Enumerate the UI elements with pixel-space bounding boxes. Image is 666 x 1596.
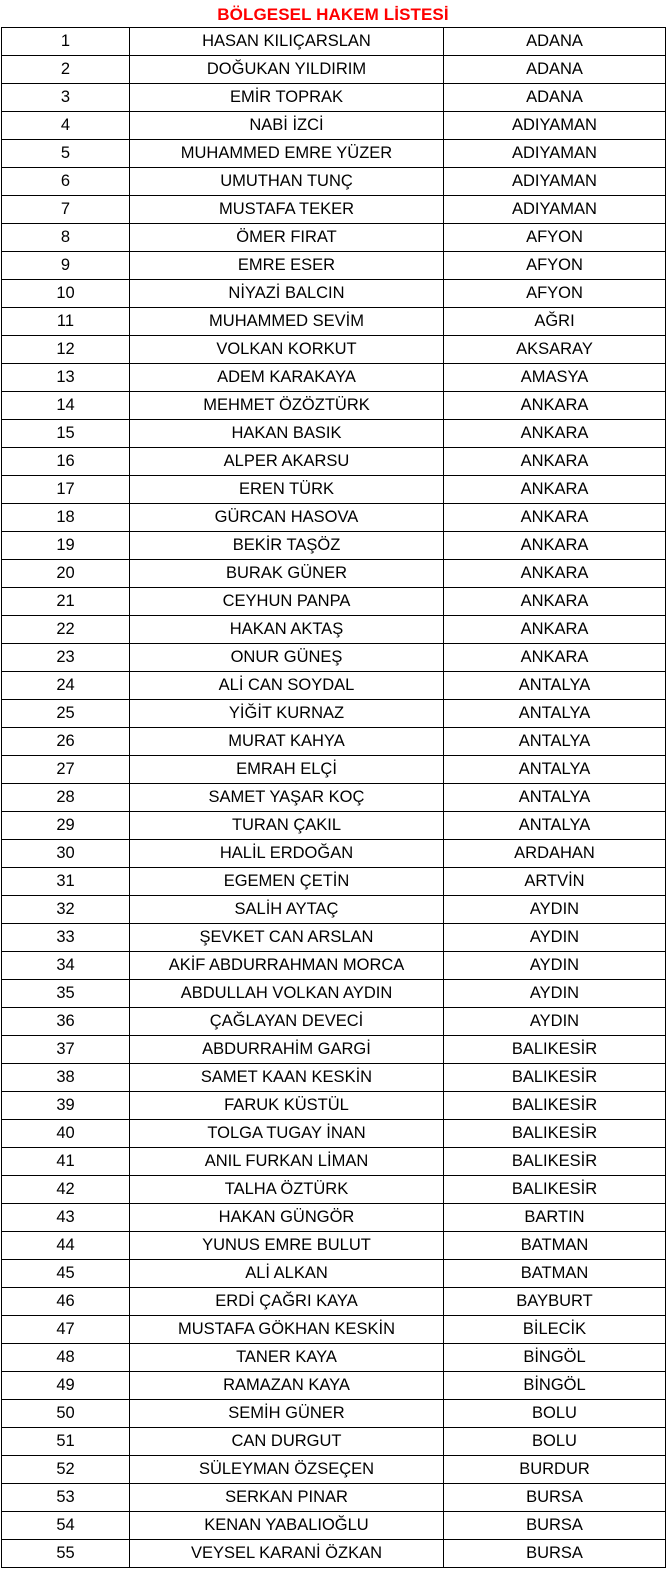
referee-name-cell: MURAT KAHYA bbox=[130, 728, 444, 756]
referee-name-cell: AKİF ABDURRAHMAN MORCA bbox=[130, 952, 444, 980]
table-row bbox=[2, 1512, 666, 1540]
row-number-cell: 42 bbox=[2, 1176, 130, 1204]
table-row bbox=[2, 336, 666, 364]
table-row bbox=[2, 1288, 666, 1316]
referee-name-cell: EREN TÜRK bbox=[130, 476, 444, 504]
row-number-cell: 28 bbox=[2, 784, 130, 812]
referee-name-cell: SAMET KAAN KESKİN bbox=[130, 1064, 444, 1092]
row-number-cell: 45 bbox=[2, 1260, 130, 1288]
referee-name-cell: MUHAMMED EMRE YÜZER bbox=[130, 140, 444, 168]
referee-name-cell: YUNUS EMRE BULUT bbox=[130, 1232, 444, 1260]
city-cell: AMASYA bbox=[444, 364, 666, 392]
table-row bbox=[2, 980, 666, 1008]
table-row bbox=[2, 1232, 666, 1260]
row-number-cell: 15 bbox=[2, 420, 130, 448]
table-row bbox=[2, 1092, 666, 1120]
referee-table-body bbox=[2, 28, 666, 1568]
referee-name-cell: ŞEVKET CAN ARSLAN bbox=[130, 924, 444, 952]
city-cell: ADIYAMAN bbox=[444, 112, 666, 140]
city-cell: ANKARA bbox=[444, 532, 666, 560]
referee-name-cell: ONUR GÜNEŞ bbox=[130, 644, 444, 672]
row-number-cell: 1 bbox=[2, 28, 130, 56]
table-row bbox=[2, 812, 666, 840]
city-cell: BARTIN bbox=[444, 1204, 666, 1232]
city-cell: AFYON bbox=[444, 224, 666, 252]
row-number-cell: 27 bbox=[2, 756, 130, 784]
city-cell: BURDUR bbox=[444, 1456, 666, 1484]
table-row bbox=[2, 1456, 666, 1484]
city-cell: ANKARA bbox=[444, 588, 666, 616]
table-row bbox=[2, 392, 666, 420]
table-row bbox=[2, 28, 666, 56]
referee-name-cell: MUSTAFA GÖKHAN KESKİN bbox=[130, 1316, 444, 1344]
table-row bbox=[2, 112, 666, 140]
row-number-cell: 9 bbox=[2, 252, 130, 280]
referee-name-cell: ÇAĞLAYAN DEVECİ bbox=[130, 1008, 444, 1036]
table-row bbox=[2, 1484, 666, 1512]
referee-name-cell: BURAK GÜNER bbox=[130, 560, 444, 588]
city-cell: BOLU bbox=[444, 1400, 666, 1428]
city-cell: ADANA bbox=[444, 56, 666, 84]
row-number-cell: 40 bbox=[2, 1120, 130, 1148]
city-cell: ANKARA bbox=[444, 616, 666, 644]
table-row bbox=[2, 560, 666, 588]
table-row bbox=[2, 56, 666, 84]
table-row bbox=[2, 840, 666, 868]
row-number-cell: 11 bbox=[2, 308, 130, 336]
row-number-cell: 50 bbox=[2, 1400, 130, 1428]
city-cell: BALIKESİR bbox=[444, 1036, 666, 1064]
table-row bbox=[2, 644, 666, 672]
row-number-cell: 2 bbox=[2, 56, 130, 84]
referee-name-cell: HAKAN GÜNGÖR bbox=[130, 1204, 444, 1232]
table-row bbox=[2, 504, 666, 532]
city-cell: ANTALYA bbox=[444, 784, 666, 812]
city-cell: BALIKESİR bbox=[444, 1176, 666, 1204]
referee-name-cell: ÖMER FIRAT bbox=[130, 224, 444, 252]
referee-name-cell: ADEM KARAKAYA bbox=[130, 364, 444, 392]
table-row bbox=[2, 1400, 666, 1428]
referee-name-cell: GÜRCAN HASOVA bbox=[130, 504, 444, 532]
table-row bbox=[2, 252, 666, 280]
table-row bbox=[2, 1428, 666, 1456]
referee-name-cell: UMUTHAN TUNÇ bbox=[130, 168, 444, 196]
row-number-cell: 3 bbox=[2, 84, 130, 112]
city-cell: BOLU bbox=[444, 1428, 666, 1456]
table-row bbox=[2, 700, 666, 728]
referee-name-cell: BEKİR TAŞÖZ bbox=[130, 532, 444, 560]
table-row bbox=[2, 140, 666, 168]
referee-name-cell: EGEMEN ÇETİN bbox=[130, 868, 444, 896]
row-number-cell: 8 bbox=[2, 224, 130, 252]
table-row bbox=[2, 224, 666, 252]
row-number-cell: 32 bbox=[2, 896, 130, 924]
city-cell: AYDIN bbox=[444, 896, 666, 924]
row-number-cell: 10 bbox=[2, 280, 130, 308]
row-number-cell: 21 bbox=[2, 588, 130, 616]
referee-table bbox=[1, 27, 666, 1568]
referee-name-cell: ERDİ ÇAĞRI KAYA bbox=[130, 1288, 444, 1316]
table-row bbox=[2, 196, 666, 224]
row-number-cell: 18 bbox=[2, 504, 130, 532]
city-cell: AFYON bbox=[444, 280, 666, 308]
referee-name-cell: CEYHUN PANPA bbox=[130, 588, 444, 616]
referee-name-cell: SAMET YAŞAR KOÇ bbox=[130, 784, 444, 812]
city-cell: BİNGÖL bbox=[444, 1344, 666, 1372]
table-row bbox=[2, 924, 666, 952]
referee-name-cell: NABİ İZCİ bbox=[130, 112, 444, 140]
city-cell: AYDIN bbox=[444, 980, 666, 1008]
city-cell: ADIYAMAN bbox=[444, 168, 666, 196]
table-row bbox=[2, 1372, 666, 1400]
row-number-cell: 48 bbox=[2, 1344, 130, 1372]
referee-name-cell: KENAN YABALIOĞLU bbox=[130, 1512, 444, 1540]
row-number-cell: 54 bbox=[2, 1512, 130, 1540]
city-cell: BURSA bbox=[444, 1512, 666, 1540]
referee-name-cell: EMRAH ELÇİ bbox=[130, 756, 444, 784]
row-number-cell: 47 bbox=[2, 1316, 130, 1344]
row-number-cell: 33 bbox=[2, 924, 130, 952]
row-number-cell: 12 bbox=[2, 336, 130, 364]
city-cell: ADIYAMAN bbox=[444, 196, 666, 224]
table-row bbox=[2, 1120, 666, 1148]
city-cell: BURSA bbox=[444, 1484, 666, 1512]
table-row bbox=[2, 1148, 666, 1176]
table-row bbox=[2, 1204, 666, 1232]
referee-name-cell: ALİ CAN SOYDAL bbox=[130, 672, 444, 700]
table-row bbox=[2, 532, 666, 560]
city-cell: ANTALYA bbox=[444, 756, 666, 784]
row-number-cell: 31 bbox=[2, 868, 130, 896]
row-number-cell: 38 bbox=[2, 1064, 130, 1092]
city-cell: ARDAHAN bbox=[444, 840, 666, 868]
city-cell: BAYBURT bbox=[444, 1288, 666, 1316]
table-row bbox=[2, 1344, 666, 1372]
city-cell: AYDIN bbox=[444, 952, 666, 980]
row-number-cell: 24 bbox=[2, 672, 130, 700]
row-number-cell: 30 bbox=[2, 840, 130, 868]
city-cell: AĞRI bbox=[444, 308, 666, 336]
city-cell: ANKARA bbox=[444, 644, 666, 672]
row-number-cell: 51 bbox=[2, 1428, 130, 1456]
city-cell: ADANA bbox=[444, 28, 666, 56]
referee-name-cell: SÜLEYMAN ÖZSEÇEN bbox=[130, 1456, 444, 1484]
referee-name-cell: VOLKAN KORKUT bbox=[130, 336, 444, 364]
city-cell: ANKARA bbox=[444, 392, 666, 420]
referee-name-cell: TANER KAYA bbox=[130, 1344, 444, 1372]
row-number-cell: 41 bbox=[2, 1148, 130, 1176]
row-number-cell: 25 bbox=[2, 700, 130, 728]
referee-name-cell: ABDULLAH VOLKAN AYDIN bbox=[130, 980, 444, 1008]
referee-name-cell: ALPER AKARSU bbox=[130, 448, 444, 476]
referee-name-cell: TOLGA TUGAY İNAN bbox=[130, 1120, 444, 1148]
table-row bbox=[2, 1036, 666, 1064]
city-cell: AFYON bbox=[444, 252, 666, 280]
table-row bbox=[2, 1008, 666, 1036]
row-number-cell: 13 bbox=[2, 364, 130, 392]
referee-name-cell: MEHMET ÖZÖZTÜRK bbox=[130, 392, 444, 420]
row-number-cell: 14 bbox=[2, 392, 130, 420]
referee-name-cell: SERKAN PINAR bbox=[130, 1484, 444, 1512]
city-cell: ANKARA bbox=[444, 448, 666, 476]
row-number-cell: 43 bbox=[2, 1204, 130, 1232]
table-row bbox=[2, 728, 666, 756]
row-number-cell: 55 bbox=[2, 1540, 130, 1568]
city-cell: AYDIN bbox=[444, 1008, 666, 1036]
row-number-cell: 29 bbox=[2, 812, 130, 840]
city-cell: BALIKESİR bbox=[444, 1064, 666, 1092]
page-title: BÖLGESEL HAKEM LİSTESİ bbox=[217, 5, 449, 24]
table-row bbox=[2, 308, 666, 336]
city-cell: BİNGÖL bbox=[444, 1372, 666, 1400]
row-number-cell: 34 bbox=[2, 952, 130, 980]
table-row bbox=[2, 952, 666, 980]
referee-name-cell: HAKAN BASIK bbox=[130, 420, 444, 448]
city-cell: ADIYAMAN bbox=[444, 140, 666, 168]
table-row bbox=[2, 616, 666, 644]
city-cell: ANTALYA bbox=[444, 672, 666, 700]
city-cell: ANTALYA bbox=[444, 728, 666, 756]
table-row bbox=[2, 784, 666, 812]
referee-name-cell: VEYSEL KARANİ ÖZKAN bbox=[130, 1540, 444, 1568]
table-row bbox=[2, 84, 666, 112]
city-cell: AKSARAY bbox=[444, 336, 666, 364]
referee-name-cell: FARUK KÜSTÜL bbox=[130, 1092, 444, 1120]
row-number-cell: 49 bbox=[2, 1372, 130, 1400]
city-cell: BALIKESİR bbox=[444, 1120, 666, 1148]
city-cell: BURSA bbox=[444, 1540, 666, 1568]
row-number-cell: 19 bbox=[2, 532, 130, 560]
referee-name-cell: EMİR TOPRAK bbox=[130, 84, 444, 112]
table-row bbox=[2, 868, 666, 896]
table-row bbox=[2, 1316, 666, 1344]
row-number-cell: 23 bbox=[2, 644, 130, 672]
row-number-cell: 44 bbox=[2, 1232, 130, 1260]
row-number-cell: 7 bbox=[2, 196, 130, 224]
table-row bbox=[2, 672, 666, 700]
table-row bbox=[2, 168, 666, 196]
referee-name-cell: MUSTAFA TEKER bbox=[130, 196, 444, 224]
row-number-cell: 4 bbox=[2, 112, 130, 140]
referee-name-cell: ALİ ALKAN bbox=[130, 1260, 444, 1288]
referee-name-cell: ABDURRAHİM GARGİ bbox=[130, 1036, 444, 1064]
row-number-cell: 36 bbox=[2, 1008, 130, 1036]
city-cell: BATMAN bbox=[444, 1260, 666, 1288]
city-cell: ANTALYA bbox=[444, 812, 666, 840]
row-number-cell: 16 bbox=[2, 448, 130, 476]
referee-name-cell: HASAN KILIÇARSLAN bbox=[130, 28, 444, 56]
referee-name-cell: EMRE ESER bbox=[130, 252, 444, 280]
table-row bbox=[2, 364, 666, 392]
city-cell: ANTALYA bbox=[444, 700, 666, 728]
table-row bbox=[2, 1260, 666, 1288]
referee-name-cell: DOĞUKAN YILDIRIM bbox=[130, 56, 444, 84]
table-row bbox=[2, 476, 666, 504]
referee-name-cell: HAKAN AKTAŞ bbox=[130, 616, 444, 644]
row-number-cell: 52 bbox=[2, 1456, 130, 1484]
row-number-cell: 37 bbox=[2, 1036, 130, 1064]
city-cell: BALIKESİR bbox=[444, 1092, 666, 1120]
row-number-cell: 35 bbox=[2, 980, 130, 1008]
referee-name-cell: RAMAZAN KAYA bbox=[130, 1372, 444, 1400]
city-cell: ANKARA bbox=[444, 560, 666, 588]
referee-name-cell: YİĞİT KURNAZ bbox=[130, 700, 444, 728]
referee-name-cell: HALİL ERDOĞAN bbox=[130, 840, 444, 868]
referee-name-cell: NİYAZİ BALCIN bbox=[130, 280, 444, 308]
referee-name-cell: MUHAMMED SEVİM bbox=[130, 308, 444, 336]
city-cell: ANKARA bbox=[444, 504, 666, 532]
row-number-cell: 17 bbox=[2, 476, 130, 504]
row-number-cell: 39 bbox=[2, 1092, 130, 1120]
referee-name-cell: ANIL FURKAN LİMAN bbox=[130, 1148, 444, 1176]
table-row bbox=[2, 420, 666, 448]
city-cell: BİLECİK bbox=[444, 1316, 666, 1344]
referee-name-cell: CAN DURGUT bbox=[130, 1428, 444, 1456]
row-number-cell: 53 bbox=[2, 1484, 130, 1512]
row-number-cell: 20 bbox=[2, 560, 130, 588]
referee-name-cell: TALHA ÖZTÜRK bbox=[130, 1176, 444, 1204]
table-row bbox=[2, 588, 666, 616]
city-cell: ANKARA bbox=[444, 476, 666, 504]
referee-name-cell: SALİH AYTAÇ bbox=[130, 896, 444, 924]
row-number-cell: 46 bbox=[2, 1288, 130, 1316]
row-number-cell: 5 bbox=[2, 140, 130, 168]
table-row bbox=[2, 280, 666, 308]
city-cell: BALIKESİR bbox=[444, 1148, 666, 1176]
table-row bbox=[2, 1176, 666, 1204]
row-number-cell: 26 bbox=[2, 728, 130, 756]
city-cell: ARTVİN bbox=[444, 868, 666, 896]
table-row bbox=[2, 756, 666, 784]
row-number-cell: 22 bbox=[2, 616, 130, 644]
city-cell: BATMAN bbox=[444, 1232, 666, 1260]
table-row bbox=[2, 1064, 666, 1092]
city-cell: ANKARA bbox=[444, 420, 666, 448]
row-number-cell: 6 bbox=[2, 168, 130, 196]
table-row bbox=[2, 896, 666, 924]
city-cell: ADANA bbox=[444, 84, 666, 112]
referee-name-cell: SEMİH GÜNER bbox=[130, 1400, 444, 1428]
city-cell: AYDIN bbox=[444, 924, 666, 952]
table-row bbox=[2, 448, 666, 476]
table-row bbox=[2, 1540, 666, 1568]
referee-name-cell: TURAN ÇAKIL bbox=[130, 812, 444, 840]
